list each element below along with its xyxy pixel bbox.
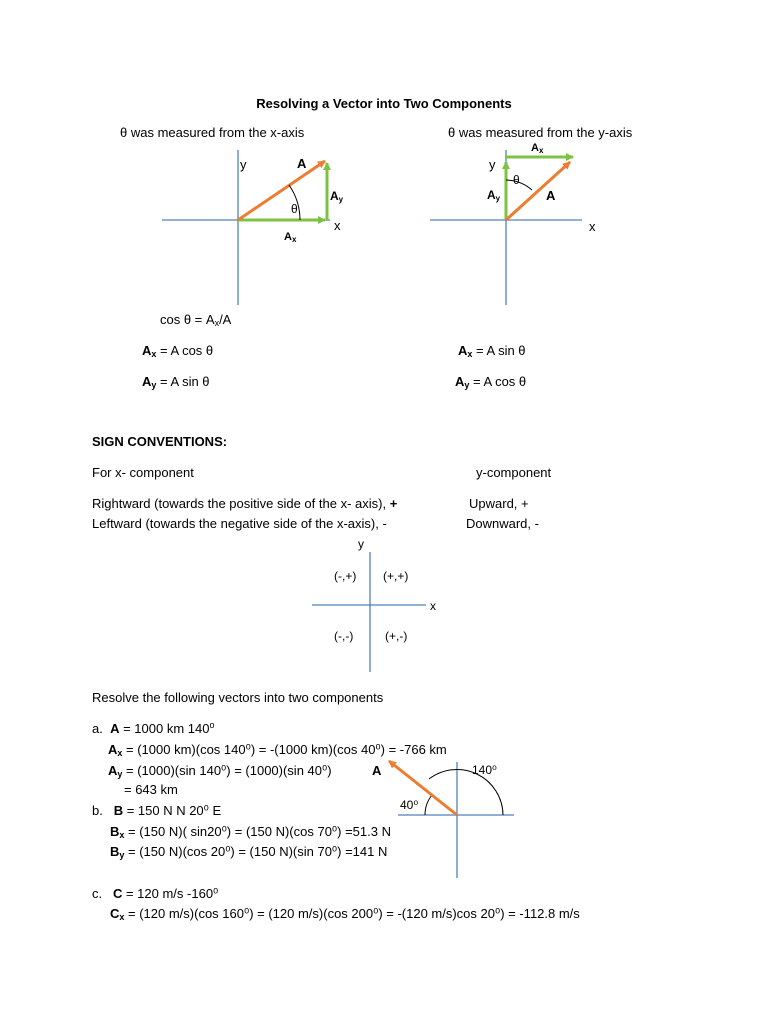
problem-c-cx: $C_x = (120$ m/s)(cos 160⁰) = (120 m/s)(cos 200⁰) = -(120 m/s)cos 20⁰) = -112.8 m/s xyxy=(110,906,580,922)
right-label-a: A xyxy=(546,188,556,203)
problem-a-40-arc xyxy=(425,795,432,815)
left-ay-formula: $A_y = A$ sin θ xyxy=(142,374,210,390)
right-label-ay: Ay xyxy=(487,188,501,203)
problem-a-label-40: 40⁰ xyxy=(400,798,419,812)
right-label-x: x xyxy=(589,219,596,234)
right-label-ax: Ax xyxy=(531,142,544,155)
right-label-y: y xyxy=(489,157,496,172)
problem-c-statement: c. C = 120 m/s -160⁰ xyxy=(92,886,219,901)
problem-a-ax: $A_x = (1000$ km)(cos 140⁰) = -(1000 km)(cos 40⁰) = -766 km xyxy=(108,742,447,758)
right-diagram-caption: θ was measured from the y-axis xyxy=(448,125,633,140)
right-label-theta: θ xyxy=(513,173,520,187)
quadrant-label-y: y xyxy=(358,537,364,551)
downward-rule: Downward, - xyxy=(466,516,539,531)
problems-intro: Resolve the following vectors into two components xyxy=(92,690,384,705)
quadrant-1-sign: (+,+) xyxy=(383,569,409,583)
rightward-rule: Rightward (towards the positive side of the x- axis), + xyxy=(92,496,398,511)
left-label-ax: Ax xyxy=(284,231,297,244)
left-label-ay: Ay xyxy=(330,189,344,204)
problem-a-ay-result: = 643 km xyxy=(124,782,178,797)
left-diagram-caption: θ was measured from the x-axis xyxy=(120,125,305,140)
quadrant-2-sign: (-,+) xyxy=(334,569,357,583)
left-label-x: x xyxy=(334,218,341,233)
problem-b-by: $B_y = (150$ N)(cos 20⁰) = (150 N)(sin 70⁰) =141 N xyxy=(110,844,388,860)
problem-a-label-a: A xyxy=(372,763,382,778)
problem-a-ay: $A_y = (1000)(\sin$ 140⁰) = (1000)(sin 40⁰) xyxy=(108,763,332,779)
left-label-theta: θ xyxy=(291,202,298,216)
cos-theta-formula: $\cos \theta = A_x/A$ xyxy=(160,312,232,328)
problem-a-statement: a. A = 1000 km 140$^o$ xyxy=(92,720,215,736)
left-label-a: A xyxy=(297,156,307,171)
upward-rule: Upward, + xyxy=(469,496,529,511)
quadrant-3-sign: (-,-) xyxy=(334,629,354,643)
quadrant-label-x: x xyxy=(430,599,436,613)
problem-b-bx: $B_x = (150$ N)( sin20⁰) = (150 N)(cos 70⁰) =51.3 N xyxy=(110,824,391,840)
left-ax-formula: $A_x = A$ cos θ xyxy=(142,343,214,359)
sign-conventions-heading: SIGN CONVENTIONS: xyxy=(92,434,228,449)
quadrant-4-sign: (+,-) xyxy=(385,629,408,643)
right-ax-formula: $A_x = A$ sin θ xyxy=(458,343,526,359)
y-component-heading: y-component xyxy=(476,465,552,480)
page-title: Resolving a Vector into Two Components xyxy=(256,96,512,111)
x-component-heading: For x- component xyxy=(92,465,194,480)
left-label-y: y xyxy=(240,157,247,172)
leftward-rule: Leftward (towards the negative side of the x-axis), - xyxy=(92,516,387,531)
right-ay-formula: $A_y = A$ cos θ xyxy=(455,374,527,390)
problem-b-statement: b. B = 150 N N 20⁰ E xyxy=(92,803,222,818)
problem-a-label-140: 140⁰ xyxy=(472,763,497,777)
